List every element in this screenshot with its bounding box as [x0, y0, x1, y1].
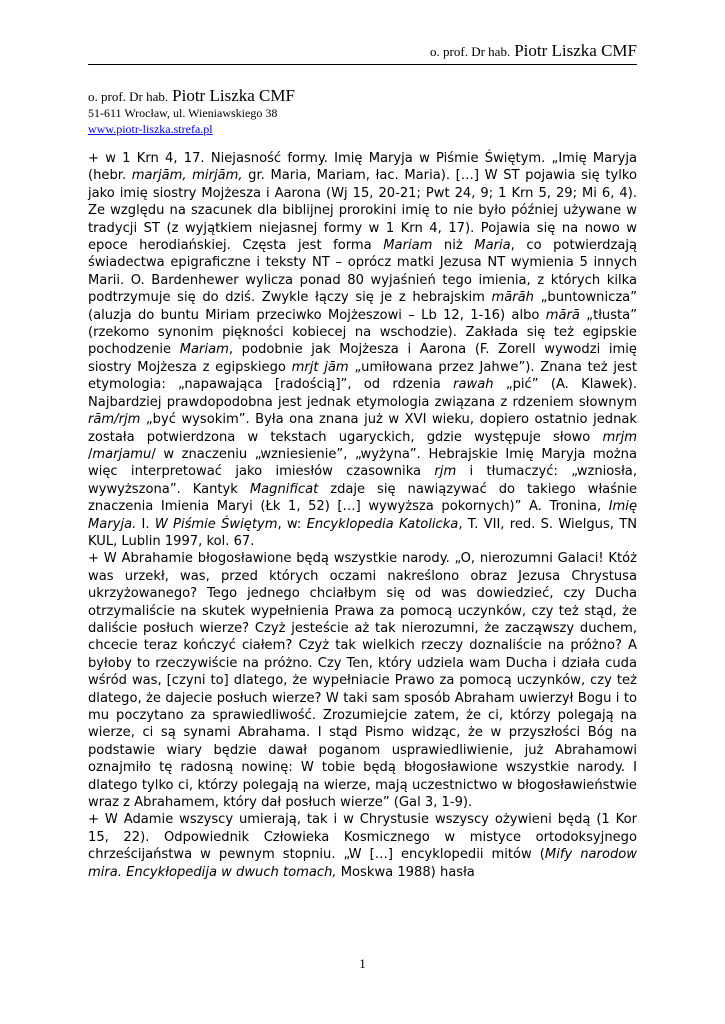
- italic-text: Encyklopedia Katolicka: [306, 516, 459, 532]
- paragraph: [88, 811, 637, 881]
- italic-text: W Piśmie Świętym: [154, 516, 278, 532]
- running-header: [88, 42, 637, 65]
- italic-text: marjām, mirjām,: [131, 168, 243, 184]
- page-number: 1: [359, 956, 366, 971]
- italic-text: rjm: [434, 464, 457, 480]
- text-run: zdaje się nawiązywać do takiego właśnie znaczenia Imienia Maryi (Łk 1, 52) […] wywyższa pokornych)” A. Tronina,: [88, 481, 638, 515]
- author-website-link[interactable]: www.piotr-liszka.strefa.pl: [88, 122, 213, 136]
- text-run: I.: [136, 516, 155, 532]
- author-name: Piotr Liszka CMF: [172, 86, 295, 105]
- italic-text: rawah: [453, 377, 494, 393]
- text-run: / w znaczeniu „wzniesienie”, „wyżyna”. Hebrajskie Imię Maryja można więc interpretować jako imiesłów czasownika: [88, 446, 637, 480]
- text-run: niż: [432, 238, 475, 254]
- italic-text: Imię Maryja.: [88, 499, 637, 532]
- text-run: , podobnie jak Mojżesza i Aarona (F. Zorell wywodzi imię siostry Mojżesza z egipskiego: [88, 342, 637, 375]
- paragraph: [88, 150, 637, 550]
- text-run: „być wysokim”. Była ona znana już w XVI wieku, dopiero ostatnio jednak została potwierdzona w tekstach ugaryckich, gdzie występuje słowo: [88, 412, 637, 445]
- text-run: „tłusta” (rzekomo synonim piękności kobiecej na wschodzie). Zakłada się też egipskie pochodzenie: [88, 307, 637, 358]
- text-run: , T. VII, red. S. Wielgus, TN KUL, Lublin 1997, kol. 67.: [88, 516, 638, 549]
- author-prefix: o. prof. Dr hab.: [88, 89, 169, 104]
- text-run: /: [88, 446, 93, 462]
- italic-text: Mify narodow mira. Encykłopedija w dwuch tomach,: [88, 847, 637, 880]
- header-author-prefix: o. prof. Dr hab.: [430, 44, 511, 59]
- text-run: Moskwa 1988) hasła: [336, 864, 475, 880]
- text-run: gr. Maria, Mariam, łac. Maria). […] W ST pojawia się tylko jako imię siostry Mojżesza i Aarona (Wj 15, 20-21; Pwt 24, 9; 1 Krn 5, 29; Mi 6, 4). Ze względu na szacunek dla biblijnej prorokini imię to nie było później używane w tradycji ST (z wyjątkiem niejasnej formy w 1 Krn 4, 17). Pojawia się na nowo w epoce herodiańskiej. Częsta jest forma: [88, 168, 638, 254]
- text-run: + w 1 Krn 4, 17. Niejasność formy. Imię Maryja w Piśmie Świętym. „Imię Maryja (hebr.: [88, 151, 637, 184]
- italic-text: mrjm: [602, 429, 637, 445]
- italic-text: Magnificat: [249, 481, 319, 497]
- text-run: „pić” (A. Klawek). Najbardziej prawdopodobna jest jednak etymologia związana z rdzeniem słownym: [88, 377, 638, 410]
- author-name-line: [88, 88, 295, 105]
- italic-text: mrjt jām: [291, 359, 349, 375]
- header-author-name: Piotr Liszka CMF: [514, 41, 637, 60]
- author-address: 51-611 Wrocław, ul. Wieniawskiego 38: [88, 106, 278, 120]
- author-block: [88, 88, 295, 137]
- italic-text: Maria: [474, 238, 511, 254]
- italic-text: mārāh: [491, 290, 534, 306]
- text-run: i tłumaczyć: „wzniosła, wywyższona”. Kantyk: [88, 464, 637, 497]
- text-run: , co potwierdzają świadectwa epigraficzne i teksty NT – oprócz matki Jezusa NT wymienia 5 innych Marii. O. Bardenhewer wylicza ponad 80 wyjaśnień tego imienia, z których kilka podtrzymuje się do dziś. Zwykle łączy się je z hebrajskim: [88, 238, 638, 306]
- paragraph: [88, 550, 637, 811]
- text-run: + W Adamie wszyscy umierają, tak i w Chrystusie wszyscy ożywieni będą (1 Kor 15, 22). Odpowiednik Człowieka Kosmicznego w mistyce ortodoksyjnego chrześcijaństwa w pewnym stopniu. „W […] encyklopedii mitów (: [88, 812, 637, 863]
- text-run: „buntownicza” (aluzja do buntu Miriam przeciwko Mojżeszowi – Lb 12, 1-16) albo: [88, 290, 637, 323]
- italic-text: Mariam: [383, 238, 433, 254]
- italic-text: Mariam: [179, 342, 229, 358]
- text-run: + W Abrahamie błogosławione będą wszystkie narody. „O, nierozumni Galaci! Któż was urzekł, was, przed których oczami nakreślono obraz Jezusa Chrystusa ukrzyżowanego? Tego jednego chciałbym się od was dowiedzieć, czy Ducha otrzymaliście na skutek wypełnienia Prawa za pomocą uczynków, czy też stąd, że daliście posłuch wierze? Czyż jesteście aż tak nierozumni, że zacząwszy duchem, chcecie teraz kończyć ciałem? Czyż tak wielkich rzeczy doznaliście na próżno? A byłoby to rzeczywiście na próżno. Czy Ten, który udziela wam Ducha i działa cuda wśród was, [czyni to] dlatego, że wypełniacie Prawo za pomocą uczynków, czy też dlatego, że dajecie posłuch wierze? W taki sam sposób Abraham uwierzył Bogu i to mu poczytano za sprawiedliwość. Zrozumiejcie zatem, że ci, którzy polegają na wierze, ci są synami Abrahama. I stąd Pismo widząc, że w przyszłości Bóg na podstawie wiary będzie dawał poganom usprawiedliwienie, już Abrahamowi oznajmiło tę radosną nowinę: W tobie będą błogosławione wszystkie narody. I dlatego tylko ci, którzy polegają na wierze, mają uczestnictwo w błogosławieństwie wraz z Abrahamem, który dał posłuch wierze” (Gal 3, 1-9).: [88, 551, 637, 811]
- italic-text: marjamu: [92, 446, 152, 462]
- italic-text: rām/rjm: [88, 412, 141, 428]
- text-run: „umiłowana przez Jahwe”). Znana też jest etymologia: „napawająca [radością]”, od rdzenia: [88, 359, 637, 393]
- italic-text: mārā: [545, 307, 580, 323]
- text-run: , w:: [277, 516, 307, 532]
- main-text: [88, 150, 637, 881]
